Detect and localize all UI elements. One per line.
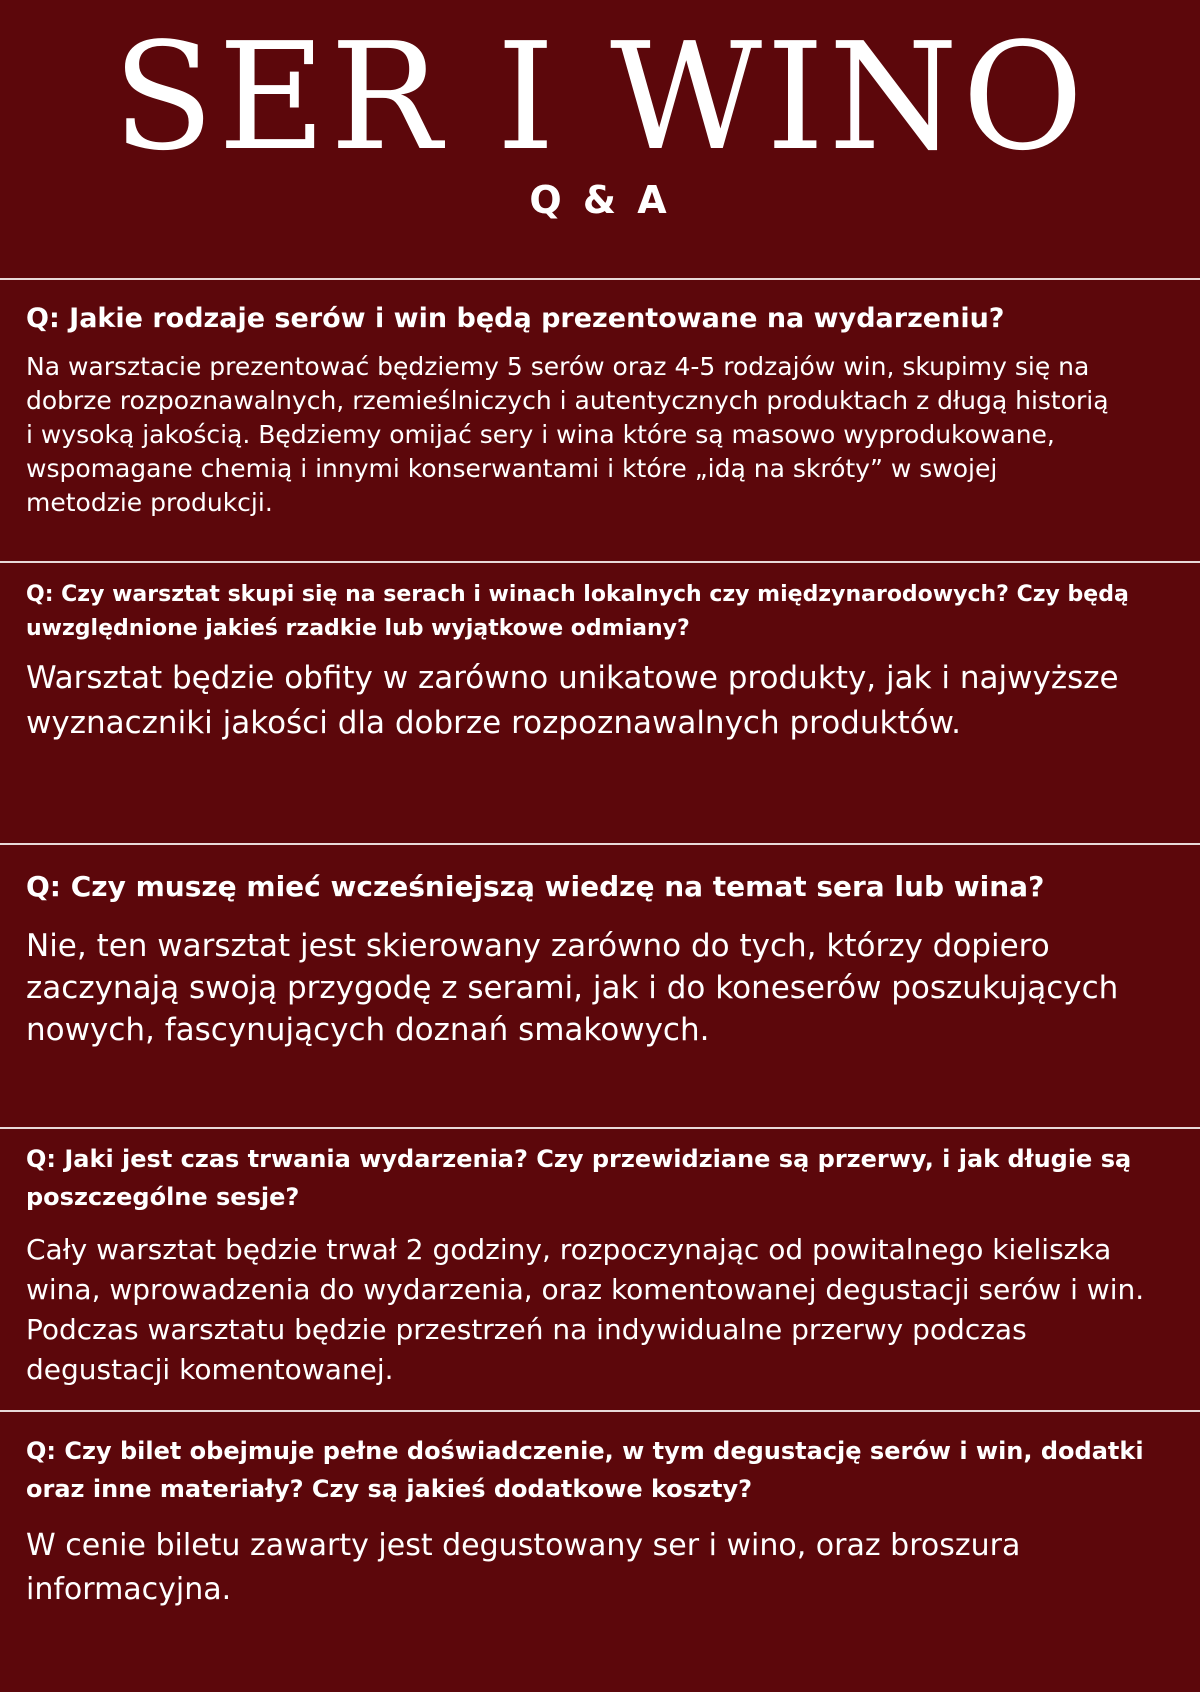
qa-item — [26, 300, 1176, 520]
qa-item — [26, 1432, 1176, 1612]
qa-item — [26, 867, 1176, 1051]
page-subtitle: Q & A — [529, 178, 671, 222]
answer-text: Na warsztacie prezentować będziemy 5 serów oraz 4-5 rodzajów win, skupimy się na dobrze rozpoznawalnych, rzemieślniczych i autentycznych produktach z długą historią i wysoką jakością. Będziemy omijać sery i wina które są masowo wyprodukowane, wspomagane chemią i innymi konserwantami i które „idą na skróty” w swojej metodzie produkcji. — [26, 352, 1109, 517]
page-title: SER I WINO — [112, 11, 1088, 183]
divider — [0, 1410, 1200, 1412]
divider — [0, 561, 1200, 563]
header — [0, 0, 1200, 278]
question-text: Q: Czy warsztat skupi się na serach i winach lokalnych czy międzynarodowych? Czy będą uwzględnione jakieś rzadkie lub wyjątkowe odmiany? — [26, 582, 1129, 641]
question-text: Q: Jakie rodzaje serów i win będą prezentowane na wydarzeniu? — [26, 303, 1005, 334]
divider — [0, 843, 1200, 845]
answer-text: Cały warsztat będzie trwał 2 godziny, rozpoczynając od powitalnego kieliszka wina, wprowadzenia do wydarzenia, oraz komentowanej degustacji serów i win. Podczas warsztatu będzie przestrzeń na indywidualne przerwy podczas degustacji komentowanej. — [26, 1233, 1145, 1386]
qa-item — [26, 1140, 1176, 1390]
qa-item — [26, 578, 1176, 746]
question-text: Q: Jaki jest czas trwania wydarzenia? Czy przewidziane są przerwy, i jak długie są poszczególne sesje? — [26, 1145, 1132, 1211]
answer-text: Nie, ten warsztat jest skierowany zarówno do tych, którzy dopiero zaczynają swoją przygodę z serami, jak i do koneserów poszukujących nowych, fascynujących doznań smakowych. — [26, 928, 1119, 1048]
answer-text: W cenie biletu zawarty jest degustowany ser i wino, oraz broszura informacyjna. — [26, 1528, 1021, 1607]
answer-text: Warsztat będzie obfity w zarówno unikatowe produkty, jak i najwyższe wyznaczniki jakości dla dobrze rozpoznawalnych produktów. — [26, 660, 1119, 741]
question-text: Q: Czy muszę mieć wcześniejszą wiedzę na temat sera lub wina? — [26, 870, 1045, 903]
divider — [0, 278, 1200, 280]
divider — [0, 1127, 1200, 1129]
question-text: Q: Czy bilet obejmuje pełne doświadczenie, w tym degustację serów i win, dodatki oraz inne materiały? Czy są jakieś dodatkowe koszty? — [26, 1437, 1144, 1503]
